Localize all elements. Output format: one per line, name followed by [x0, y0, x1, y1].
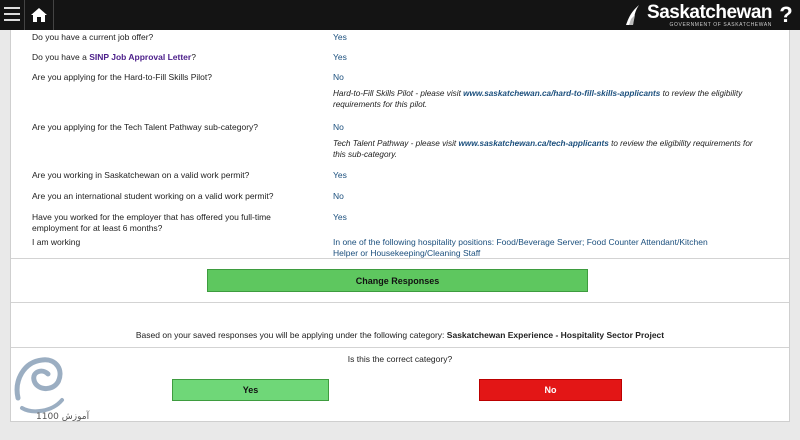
category-result: Based on your saved responses you will be applying under the following category: Saskatchewan Experience - Hospitality Sector Project [135, 330, 665, 340]
menu-icon[interactable] [4, 7, 20, 23]
change-responses-button[interactable]: Change Responses [207, 269, 588, 292]
question-current-job-offer: Do you have a current job offer? [32, 32, 154, 42]
help-button[interactable]: ? [779, 2, 793, 27]
brand-name: Saskatchewan [647, 1, 772, 23]
answer-international-student: No [333, 191, 344, 201]
watermark-text: آموزش 1100 [36, 412, 90, 422]
tech-talent-note: Tech Talent Pathway - please visit www.saskatchewan.ca/tech-applicants to review the eligibility requirements for this sub-category. [333, 139, 753, 159]
answer-employer-6-months: Yes [333, 212, 347, 222]
brand[interactable] [623, 2, 772, 28]
divider [11, 302, 789, 303]
hard-to-fill-note: Hard-to-Fill Skills Pilot - please visit www.saskatchewan.ca/hard-to-fill-skills-applicants to review the eligibility requirements for this pilot. [333, 89, 743, 109]
answer-hard-to-fill: No [333, 72, 344, 82]
answer-tech-talent: No [333, 122, 344, 132]
answer-i-am-working: In one of the following hospitality positions: Food/Beverage Server; Food Counter Attendant/Kitchen Helper or Housekeeping/Cleaning Staff [333, 237, 708, 258]
sinp-letter-link[interactable]: SINP Job Approval Letter [89, 52, 192, 62]
category-name: Saskatchewan Experience - Hospitality Sector Project [446, 330, 665, 340]
confirm-category-question: Is this the correct category? [347, 354, 453, 364]
answer-sinp-letter: Yes [333, 52, 347, 62]
yes-button[interactable]: Yes [172, 379, 329, 401]
answer-work-permit: Yes [333, 170, 347, 180]
divider [11, 258, 789, 259]
hard-to-fill-link[interactable]: www.saskatchewan.ca/hard-to-fill-skills-applicants [463, 89, 661, 98]
responses-panel [10, 30, 790, 422]
answer-current-job-offer: Yes [333, 32, 347, 42]
question-i-am-working: I am working [32, 237, 81, 247]
question-international-student: Are you an international student working on a valid work permit? [32, 191, 274, 201]
divider [11, 347, 789, 348]
top-bar [0, 0, 800, 30]
question-employer-6-months: Have you worked for the employer that has offered you full-time employment for at least 6 months? [32, 212, 271, 233]
tech-talent-link[interactable]: www.saskatchewan.ca/tech-applicants [458, 139, 609, 148]
saskatchewan-logo-icon [623, 3, 643, 27]
question-tech-talent: Are you applying for the Tech Talent Pathway sub-category? [32, 122, 259, 132]
home-icon [30, 7, 48, 23]
home-button[interactable] [24, 0, 54, 30]
question-sinp-letter: Do you have a SINP Job Approval Letter? [32, 52, 196, 62]
question-hard-to-fill: Are you applying for the Hard-to-Fill Skills Pilot? [32, 72, 212, 82]
brand-subtitle: GOVERNMENT OF SASKATCHEWAN [669, 21, 772, 28]
question-work-permit: Are you working in Saskatchewan on a valid work permit? [32, 170, 250, 180]
no-button[interactable]: No [479, 379, 622, 401]
